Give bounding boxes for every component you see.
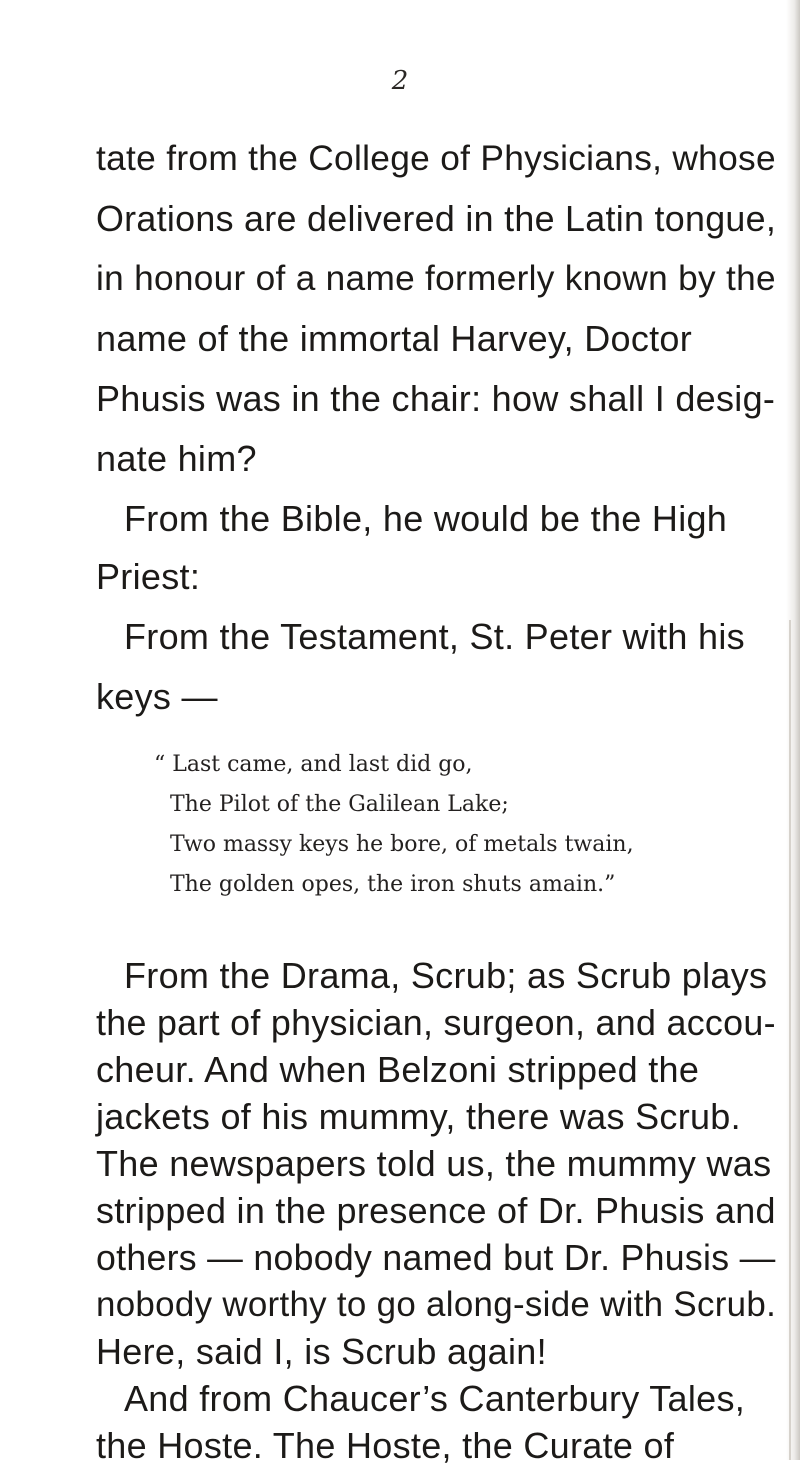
page-edge-line: [789, 620, 791, 1460]
verse-line: The Pilot of the Galilean Lake;: [170, 792, 509, 817]
verse-line: “ Last came, and last did go,: [154, 752, 473, 777]
text-line: Priest:: [96, 556, 201, 597]
text-line: the part of physician, surgeon, and accou-: [96, 1003, 776, 1043]
text-line: From the Bible, he would be the High: [124, 498, 728, 539]
text-line: nate him?: [96, 438, 257, 479]
text-line: Phusis was in the chair: how shall I desig-: [96, 378, 776, 419]
text-line: jackets of his mummy, there was Scrub.: [96, 1096, 741, 1137]
text-line: nobody worthy to go along-side with Scrub.: [96, 1285, 777, 1324]
text-line: stripped in the presence of Dr. Phusis and: [96, 1190, 776, 1231]
text-line: The newspapers told us, the mummy was: [96, 1143, 772, 1184]
text-line: tate from the College of Physicians, whose: [96, 139, 776, 178]
text-line: Orations are delivered in the Latin tongue,: [96, 199, 777, 239]
text-line: cheur. And when Belzoni stripped the: [96, 1049, 700, 1090]
text-line: name of the immortal Harvey, Doctor: [96, 318, 693, 359]
page-number: 2: [391, 66, 409, 96]
text-line: the Hoste. The Hoste, the Curate of: [96, 1425, 675, 1466]
verse-line: The golden opes, the iron shuts amain.”: [170, 872, 616, 897]
text-line: Here, said I, is Scrub again!: [96, 1331, 547, 1372]
text-line: From the Drama, Scrub; as Scrub plays: [124, 955, 768, 996]
text-line: keys —: [96, 676, 218, 717]
text-line: And from Chaucer’s Canterbury Tales,: [124, 1378, 746, 1419]
text-line: others — nobody named but Dr. Phusis —: [96, 1238, 776, 1278]
text-line: in honour of a name formerly known by the: [96, 259, 776, 298]
verse-line: Two massy keys he bore, of metals twain,: [170, 832, 634, 857]
text-line: From the Testament, St. Peter with his: [124, 616, 745, 657]
